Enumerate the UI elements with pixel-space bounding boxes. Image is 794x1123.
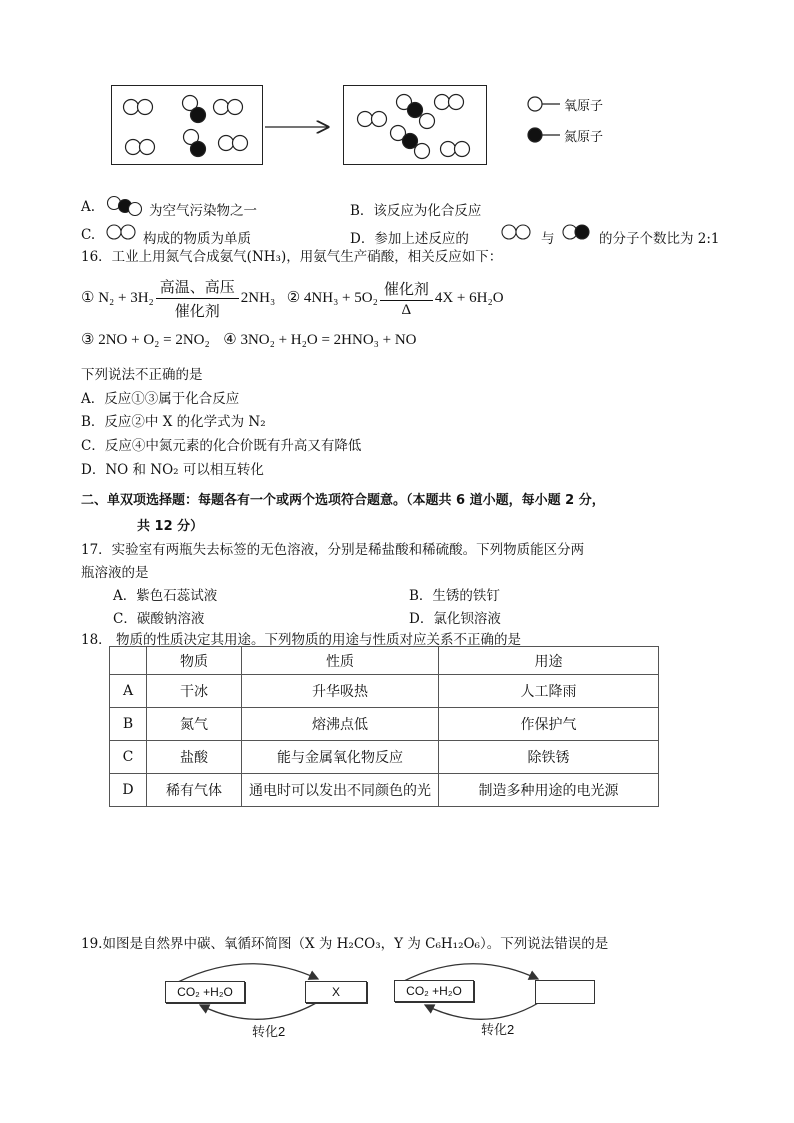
table-cell: 熔沸点低 (242, 708, 439, 741)
cycle-conversion-right-label: 转化2 (481, 1022, 515, 1037)
eq1-rhs: 2NH₃ (240, 289, 276, 306)
table-cell: D (110, 774, 147, 807)
q17-option-c: C．碳酸钠溶液 (113, 611, 205, 627)
table-header-row (110, 647, 659, 675)
section-2-heading-cont: 共 12 分） (137, 519, 204, 534)
legend-nitrogen-label: 氮原子 (564, 130, 604, 145)
no-molecule-icon (104, 194, 144, 216)
table-cell: 氮气 (147, 708, 242, 741)
q15-option-d: D．参加上述反应的 (350, 231, 469, 247)
q19-stem: 19.如图是自然界中碳、氧循环简图（X 为 H₂CO₃，Y 为 C₆H₁₂O₆）。下列说法错误的是 (81, 936, 609, 952)
eq2-condition-top: 催化剂 (380, 278, 433, 301)
q15-option-c: 构成的物质为单质 (143, 231, 251, 247)
table-cell: 人工降雨 (439, 675, 659, 708)
q16-option-d: D．NO 和 NO₂ 可以相互转化 (81, 462, 264, 478)
q16-option-b: B．反应②中 X 的化学式为 N₂ (81, 414, 266, 430)
q15-option-d-suffix: 的分子个数比为 2:1 (599, 231, 720, 247)
no-molecule-icon (560, 222, 596, 242)
cycle-y-box (535, 980, 595, 1004)
table-header-cell: 性质 (242, 647, 439, 675)
table-cell: 盐酸 (147, 741, 242, 774)
table-header-cell: 用途 (439, 647, 659, 675)
cycle-box-label: CO₂ +H₂O (177, 985, 233, 999)
q17-option-d: D．氯化钡溶液 (409, 611, 501, 627)
q17-stem-cont: 瓶溶液的是 (81, 565, 149, 581)
eq3: ③ 2NO + O₂ = 2NO₂ (81, 332, 210, 348)
q17-option-a: A．紫色石蕊试液 (113, 588, 218, 604)
oxygen-atom-legend (528, 97, 560, 111)
o2-molecule (126, 140, 155, 155)
q18-stem: 18． 物质的性质决定其用途。下列物质的用途与性质对应关系不正确的是 (81, 632, 521, 648)
table-cell: B (110, 708, 147, 741)
q15-option-c-prefix: C. (81, 227, 96, 243)
q15-option-a-prefix: A. (81, 199, 96, 215)
o2-molecule (214, 100, 243, 115)
q16-option-c: C．反应④中氮元素的化合价既有升高又有降低 (81, 438, 362, 454)
eq2-condition-bottom: Δ (401, 302, 412, 318)
property-use-table (109, 646, 659, 807)
o2-molecule (219, 136, 248, 151)
eq1-lhs: ① N₂ + 3H₂ (81, 289, 154, 306)
table-row (110, 741, 659, 774)
table-header-cell: 物质 (147, 647, 242, 675)
table-cell: 制造多种用途的电光源 (439, 774, 659, 807)
eq4: ④ 3NO₂ + H₂O = 2HNO₃ + NO (223, 332, 417, 348)
section-2-heading: 二、单双项选择题：每题各有一个或两个选项符合题意。（本题共 6 道小题，每小题 2 分， (81, 493, 605, 508)
o2-molecule-icon (104, 222, 140, 242)
q15-option-b: B．该反应为化合反应 (350, 203, 482, 219)
nitrogen-atom-legend (528, 128, 560, 142)
o2-molecule (358, 112, 387, 127)
q15-option-d-and: 与 (541, 231, 555, 247)
cycle-box-label: X (331, 985, 340, 999)
table-cell: A (110, 675, 147, 708)
table-cell: 除铁锈 (439, 741, 659, 774)
o2-molecule (435, 95, 464, 110)
cycle-box-label: CO₂ +H₂O (406, 984, 462, 998)
q16-equation-3-4 (81, 330, 417, 349)
o2-molecule (124, 100, 153, 115)
no2-molecule (391, 126, 430, 159)
table-cell: 升华吸热 (242, 675, 439, 708)
o2-molecule-icon (499, 222, 535, 242)
table-header-cell (110, 647, 147, 675)
no-molecule (184, 130, 206, 157)
reaction-molecules (0, 0, 794, 200)
table-row (110, 774, 659, 807)
eq2-rhs: 4X + 6H₂O (434, 289, 504, 306)
eq1-condition-top: 高温、高压 (156, 276, 239, 299)
table-cell: C (110, 741, 147, 774)
table-cell: 作保护气 (439, 708, 659, 741)
q16-prompt: 下列说法不正确的是 (81, 367, 203, 383)
table-cell: 能与金属氧化物反应 (242, 741, 439, 774)
no-molecule (183, 96, 206, 123)
table-row (110, 708, 659, 741)
no2-molecule (397, 95, 435, 129)
table-cell: 通电时可以发出不同颜色的光 (242, 774, 439, 807)
cycle-co2-h2o-box-right (394, 980, 474, 1002)
q16-equation-1-2 (81, 276, 504, 321)
table-row (110, 675, 659, 708)
cycle-x-box (305, 981, 367, 1003)
legend-oxygen-label: 氧原子 (564, 99, 604, 114)
q16-stem: 16．工业上用氮气合成氨气(NH₃)，用氨气生产硝酸，相关反应如下： (81, 249, 503, 265)
cycle-co2-h2o-box-left (165, 981, 245, 1003)
eq2-lhs: ② 4NH₃ + 5O₂ (286, 289, 378, 306)
o2-molecule (441, 142, 470, 157)
q17-option-b: B．生锈的铁钉 (409, 588, 500, 604)
table-cell: 稀有气体 (147, 774, 242, 807)
q16-option-a: A．反应①③属于化合反应 (81, 391, 240, 407)
eq1-condition-bottom: 催化剂 (174, 304, 220, 320)
cycle-conversion-left-label: 转化2 (252, 1024, 286, 1039)
table-cell: 干冰 (147, 675, 242, 708)
q15-option-a: 为空气污染物之一 (149, 203, 257, 219)
q17-stem: 17．实验室有两瓶失去标签的无色溶液，分别是稀盐酸和稀硫酸。下列物质能区分两 (81, 542, 585, 558)
